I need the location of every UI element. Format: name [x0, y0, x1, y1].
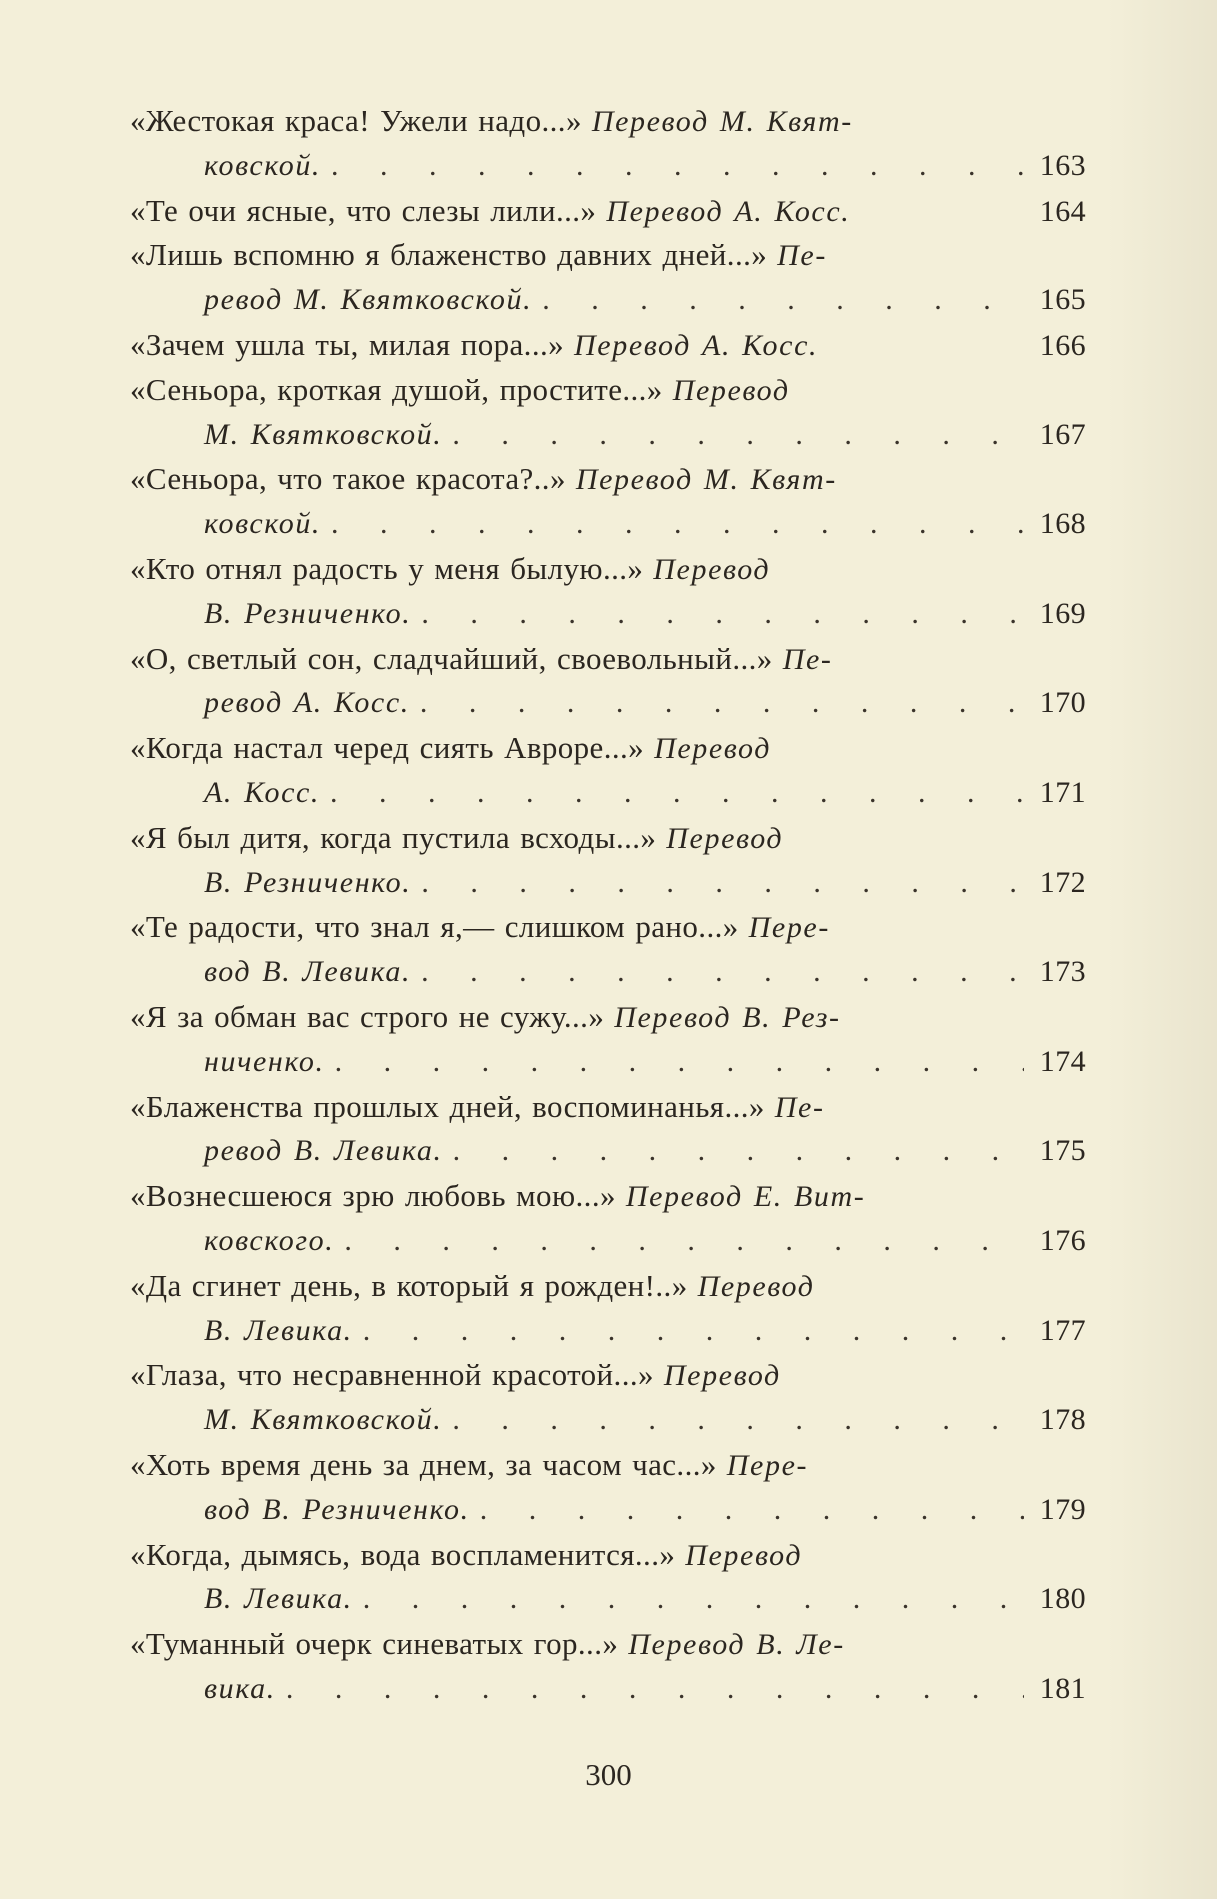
dot-leader — [330, 771, 1024, 816]
toc-entry-line — [130, 502, 1086, 547]
toc-entry-heading — [130, 547, 770, 593]
poem-title: «Хоть время день за днем, за часом час...» — [130, 1446, 717, 1482]
toc-entry-heading — [130, 1264, 815, 1310]
translator-credit-continued: М. Квятковской. — [204, 1403, 443, 1437]
dot-leader — [331, 144, 1024, 189]
poem-title: «Кто отнял радость у меня былую...» — [130, 550, 644, 586]
translator-credit: Пе- — [782, 642, 833, 676]
toc-entry-line — [130, 1443, 1086, 1488]
toc-page-number: 173 — [1039, 955, 1086, 989]
translator-credit-continued: ковской. — [204, 507, 322, 541]
poem-title: «Лишь вспомню я блаженство давних дней...» — [130, 237, 768, 273]
toc-entry-line — [130, 1174, 1086, 1219]
poem-title: «Сеньора, кроткая душой, простите...» — [130, 371, 663, 407]
toc-entry-heading — [130, 905, 830, 951]
toc-entry — [130, 726, 1086, 816]
toc-page-number: 166 — [1039, 328, 1086, 362]
toc-entry-heading — [130, 1174, 865, 1220]
poem-title: «Когда настал черед сиять Авроре...» — [130, 730, 645, 766]
poem-title: «Жестокая краса! Ужели надо...» — [130, 103, 582, 138]
dot-leader — [363, 1309, 1024, 1354]
toc-entry — [130, 368, 1086, 458]
toc-entry — [130, 547, 1086, 637]
poem-title: «Сеньора, что такое красота?..» — [130, 461, 566, 497]
poem-title: «Я за обман вас строго не сужу...» — [130, 998, 605, 1034]
dot-leader — [421, 861, 1024, 906]
toc-entry — [130, 1085, 1086, 1175]
toc-entry-line — [130, 1219, 1086, 1264]
page-number: 300 — [585, 1757, 632, 1792]
toc-entry-line — [130, 1040, 1086, 1085]
translator-credit: Перевод А. Косс. — [574, 328, 819, 362]
toc-entry-line — [130, 1353, 1086, 1398]
dot-leader — [542, 278, 1024, 323]
translator-credit: Перевод В. Рез- — [614, 1000, 841, 1034]
toc-page-number: 164 — [1039, 194, 1086, 228]
toc-entry-line — [130, 1129, 1086, 1174]
toc-entry-line — [130, 995, 1086, 1040]
toc-entry-line — [130, 1622, 1086, 1667]
toc-entry — [130, 323, 1086, 368]
dot-leader — [452, 1398, 1024, 1443]
toc-entry-line — [130, 592, 1086, 637]
toc-page-number: 179 — [1039, 1492, 1086, 1526]
translator-credit-continued: А. Косс. — [204, 775, 321, 809]
toc-entry-line — [130, 861, 1086, 906]
toc-entry-heading — [130, 1622, 845, 1668]
toc-entry-line — [130, 726, 1086, 771]
translator-credit: Пе- — [774, 1090, 825, 1124]
toc-entry-line — [130, 1264, 1086, 1309]
dot-leader — [452, 413, 1024, 458]
poem-title: «Я был дитя, когда пустила всходы...» — [130, 819, 657, 855]
translator-credit: Перевод — [697, 1269, 815, 1303]
toc-page-number: 167 — [1039, 417, 1086, 451]
dot-leader — [363, 1577, 1024, 1622]
poem-title: «Те радости, что знал я,— слишком рано...» — [130, 909, 739, 945]
toc-entry-line — [130, 144, 1086, 189]
toc-page-number: 165 — [1039, 283, 1086, 317]
toc-page-number: 170 — [1039, 686, 1086, 720]
toc-entry-heading — [130, 637, 832, 683]
dot-leader — [421, 592, 1024, 637]
translator-credit-continued: ковского. — [204, 1223, 335, 1257]
toc-entry-line — [130, 189, 1086, 234]
toc-page-number: 168 — [1039, 507, 1086, 541]
toc-entry-line — [130, 1667, 1086, 1712]
toc-entry-line — [130, 547, 1086, 592]
poem-title: «Блаженства прошлых дней, воспоминанья...» — [130, 1088, 765, 1124]
toc-entry-line — [130, 1398, 1086, 1443]
translator-credit-continued: В. Левика. — [204, 1313, 353, 1347]
toc-entry-line — [130, 413, 1086, 458]
translator-credit: Перевод — [654, 732, 771, 766]
toc-entry-line — [130, 1533, 1086, 1578]
dot-leader — [344, 1219, 1024, 1264]
translator-credit: Перевод М. Квят- — [575, 463, 837, 497]
toc-entry — [130, 1264, 1086, 1354]
toc-page-number: 177 — [1039, 1313, 1086, 1347]
translator-credit: Перевод — [672, 373, 790, 407]
toc-entry-line — [130, 457, 1086, 502]
toc-entry-line — [130, 816, 1086, 861]
dot-leader — [286, 1667, 1024, 1712]
toc-entry-heading — [130, 233, 827, 279]
toc-entry — [130, 995, 1086, 1085]
poem-title: «Зачем ушла ты, милая пора...» — [130, 326, 565, 362]
poem-title: «Те очи ясные, что слезы лили...» — [130, 192, 597, 228]
translator-credit: Перевод В. Ле- — [628, 1628, 845, 1662]
dot-leader — [421, 950, 1024, 995]
toc-entry-line — [130, 99, 1086, 144]
toc-entry-heading — [130, 457, 837, 503]
toc-entry-heading — [130, 726, 771, 772]
toc-page-number: 169 — [1039, 596, 1086, 630]
toc-page-number: 178 — [1039, 1403, 1086, 1437]
toc-page-number: 180 — [1039, 1582, 1086, 1616]
toc-entry — [130, 1622, 1086, 1712]
translator-credit: Пере- — [726, 1448, 809, 1482]
toc-entry — [130, 99, 1086, 189]
table-of-contents — [130, 99, 1086, 1712]
translator-credit-continued: М. Квятковской. — [204, 417, 443, 451]
toc-page-number: 176 — [1039, 1223, 1086, 1257]
translator-credit-continued: вика. — [204, 1671, 276, 1705]
toc-entry-heading — [130, 1353, 781, 1399]
toc-entry-line — [130, 278, 1086, 323]
toc-entry-heading — [130, 816, 783, 862]
translator-credit: Пере- — [748, 911, 830, 945]
translator-credit-continued: ниченко. — [204, 1044, 325, 1078]
translator-credit: Перевод А. Косс. — [606, 194, 851, 228]
toc-page-number: 181 — [1039, 1671, 1086, 1705]
toc-entry-line — [130, 950, 1086, 995]
translator-credit-continued: вод В. Резниченко. — [204, 1492, 470, 1526]
toc-page-number: 163 — [1039, 148, 1086, 182]
translator-credit: Перевод М. Квят- — [591, 105, 853, 138]
toc-entry-line — [130, 1488, 1086, 1533]
toc-page-number: 175 — [1039, 1134, 1086, 1168]
toc-entry-line — [130, 905, 1086, 950]
poem-title: «Да сгинет день, в который я рожден!..» — [130, 1267, 688, 1303]
translator-credit: Перевод — [666, 821, 784, 855]
toc-entry — [130, 1174, 1086, 1264]
toc-entry-heading — [130, 368, 790, 414]
toc-entry-line — [130, 681, 1086, 726]
toc-page-number: 174 — [1039, 1044, 1086, 1078]
toc-entry-heading — [130, 995, 841, 1041]
poem-title: «Туманный очерк синеватых гор...» — [130, 1626, 619, 1662]
poem-title: «О, светлый сон, сладчайший, своевольный...» — [130, 640, 773, 676]
toc-page-number: 172 — [1039, 865, 1086, 899]
toc-entry-line — [130, 323, 1086, 368]
translator-credit-continued: ковской. — [204, 148, 322, 182]
poem-title: «Глаза, что несравненной красотой...» — [130, 1357, 654, 1393]
dot-leader — [480, 1488, 1024, 1533]
translator-credit: Перевод — [685, 1538, 803, 1572]
translator-credit-continued: ревод В. Левика. — [204, 1134, 443, 1168]
toc-entry — [130, 816, 1086, 906]
toc-entry-line — [130, 1577, 1086, 1622]
toc-entry — [130, 189, 1086, 234]
translator-credit-continued: вод В. Левика. — [204, 955, 412, 989]
toc-entry-heading — [130, 1443, 808, 1489]
translator-credit-continued: В. Левика. — [204, 1582, 353, 1616]
dot-leader — [335, 1040, 1024, 1085]
toc-entry — [130, 233, 1086, 323]
poem-title: «Вознесшеюся зрю любовь мою...» — [130, 1178, 616, 1214]
toc-entry-line — [130, 637, 1086, 682]
translator-credit: Перевод — [653, 552, 771, 586]
dot-leader — [420, 681, 1024, 726]
toc-entry-line — [130, 368, 1086, 413]
toc-entry — [130, 637, 1086, 727]
toc-entry-heading — [130, 99, 853, 145]
toc-entry-line — [130, 1085, 1086, 1130]
toc-entry — [130, 905, 1086, 995]
page-edge-shadow — [1107, 0, 1217, 1899]
toc-entry-heading — [130, 1085, 825, 1131]
toc-entry — [130, 1353, 1086, 1443]
translator-credit-continued: В. Резниченко. — [204, 596, 412, 630]
toc-entry — [130, 1533, 1086, 1623]
toc-entry-line — [130, 233, 1086, 278]
toc-entry-line — [130, 771, 1086, 816]
toc-entry — [130, 1443, 1086, 1533]
dot-leader — [453, 1129, 1024, 1174]
translator-credit-continued: ревод М. Квятковской. — [204, 283, 533, 317]
toc-entry-line — [130, 1309, 1086, 1354]
toc-page-number: 171 — [1039, 775, 1086, 809]
poem-title: «Когда, дымясь, вода воспламенится...» — [130, 1536, 676, 1572]
toc-entry-heading — [130, 1533, 802, 1579]
translator-credit: Перевод — [663, 1359, 781, 1393]
dot-leader — [331, 502, 1024, 547]
translator-credit: Пе- — [777, 239, 827, 273]
translator-credit-continued: ревод А. Косс. — [204, 686, 410, 720]
toc-entry — [130, 457, 1086, 547]
toc-entry-heading — [130, 323, 818, 369]
toc-entry-heading — [130, 189, 850, 235]
translator-credit: Перевод Е. Вит- — [625, 1180, 866, 1214]
translator-credit-continued: В. Резниченко. — [204, 865, 412, 899]
